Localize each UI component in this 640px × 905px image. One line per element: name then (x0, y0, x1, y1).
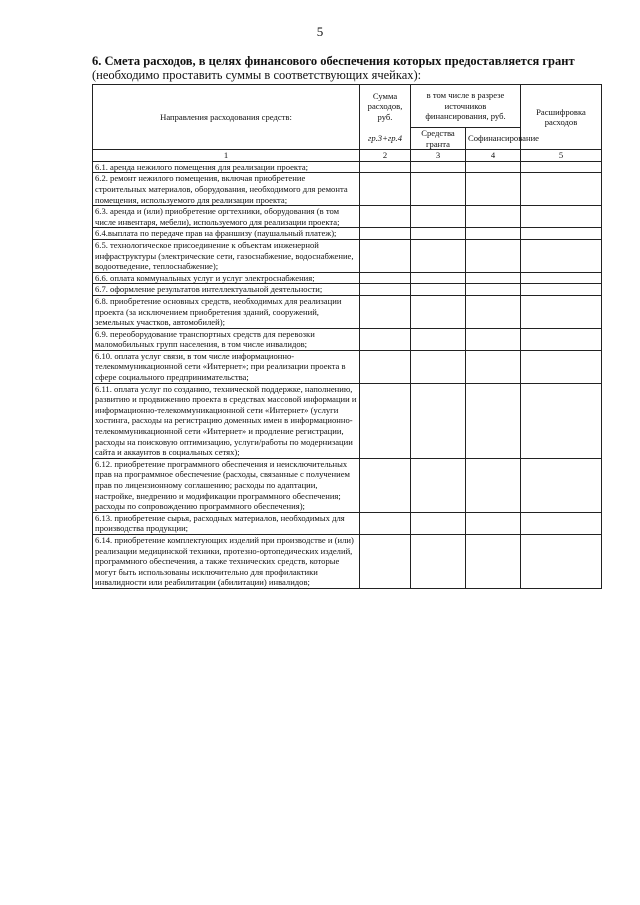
expense-item-label: 6.13. приобретение сырья, расходных материалов, необходимых для производства продукции; (93, 512, 360, 534)
cell-own[interactable] (411, 534, 466, 588)
cell-decode[interactable] (521, 239, 602, 272)
table-row (93, 350, 602, 383)
cell-own[interactable] (411, 383, 466, 458)
expense-item-label: 6.7. оформление результатов интеллектуальной деятельности; (93, 284, 360, 296)
table-row (93, 173, 602, 206)
cell-decode[interactable] (521, 161, 602, 173)
expense-item-label: 6.14. приобретение комплектующих изделий при производстве и (или) реализации медицинской техники, протезно-ортопедических изделий, программного обеспечения, а также технических средств, которые могут быть использованы исключительно для профилактики инвалидности или реабилитации (абилитации) инвалидов; (93, 534, 360, 588)
cell-cofin[interactable] (466, 458, 521, 512)
expense-item-label: 6.9. переоборудование транспортных средств для перевозки маломобильных групп населения, в том числе инвалидов; (93, 328, 360, 350)
col-number-3: 3 (411, 150, 466, 162)
cell-own[interactable] (411, 284, 466, 296)
col-number-2: 2 (360, 150, 411, 162)
cell-cofin[interactable] (466, 284, 521, 296)
expense-item-label: 6.12. приобретение программного обеспечения и неисключительных прав на программное обеспечение (расходы, связанные с получением прав по лицензионному соглашению; расходы по адаптации, настройке, внедрению и модификации программного обеспечения; расходы по сопровождению программного обеспечения); (93, 458, 360, 512)
cell-sum[interactable] (360, 272, 411, 284)
header-sum-label: Сумма расходов, руб. (367, 90, 403, 122)
cell-own[interactable] (411, 272, 466, 284)
cell-sum[interactable] (360, 328, 411, 350)
table-row (93, 383, 602, 458)
table-row (93, 272, 602, 284)
section-title: 6. Смета расходов, в целях финансового обеспечения которых предоставляется грант (92, 54, 575, 68)
cell-decode[interactable] (521, 228, 602, 240)
cell-cofin[interactable] (466, 512, 521, 534)
cell-own[interactable] (411, 161, 466, 173)
cell-cofin[interactable] (466, 534, 521, 588)
header-decode: Расшифровка расходов (521, 85, 602, 150)
cell-sum[interactable] (360, 206, 411, 228)
col-number-1: 1 (93, 150, 360, 162)
table-row (93, 228, 602, 240)
cell-sum[interactable] (360, 350, 411, 383)
header-row (93, 85, 602, 128)
cell-decode[interactable] (521, 534, 602, 588)
col-number-5: 5 (521, 150, 602, 162)
table-row (93, 206, 602, 228)
expense-item-label: 6.8. приобретение основных средств, необходимых для реализации проекта (за исключением приобретения зданий, сооружений, земельных участков, автомобилей); (93, 295, 360, 328)
page-number: 5 (316, 24, 324, 39)
table-row (93, 239, 602, 272)
table-row (93, 161, 602, 173)
cell-decode[interactable] (521, 284, 602, 296)
cell-cofin[interactable] (466, 173, 521, 206)
expense-item-label: 6.6. оплата коммунальных услуг и услуг электроснабжения; (93, 272, 360, 284)
cell-cofin[interactable] (466, 295, 521, 328)
cell-sum[interactable] (360, 173, 411, 206)
cell-decode[interactable] (521, 328, 602, 350)
cell-own[interactable] (411, 206, 466, 228)
table-row (93, 284, 602, 296)
header-own: Средства гранта (411, 128, 466, 150)
column-number-row (93, 150, 602, 162)
cell-sum[interactable] (360, 458, 411, 512)
header-cofin: Софинансирование (466, 128, 521, 150)
expense-item-label: 6.5. технологическое присоединение к объектам инженерной инфраструктуры (электрические сети, газоснабжение, водоснабжение, водоотведение, теплоснабжение); (93, 239, 360, 272)
cell-cofin[interactable] (466, 161, 521, 173)
cell-cofin[interactable] (466, 383, 521, 458)
cell-decode[interactable] (521, 206, 602, 228)
cell-own[interactable] (411, 512, 466, 534)
section-note: (необходимо проставить суммы в соответствующих ячейках): (92, 68, 422, 82)
cell-own[interactable] (411, 173, 466, 206)
header-sum (360, 85, 411, 150)
cell-sum[interactable] (360, 239, 411, 272)
cell-sum[interactable] (360, 383, 411, 458)
cell-decode[interactable] (521, 458, 602, 512)
expense-item-label: 6.10. оплата услуг связи, в том числе информационно-телекоммуникационной сети «Интернет»; при реализации проекта в сфере социального предпринимательства; (93, 350, 360, 383)
expense-item-label: 6.11. оплата услуг по созданию, технической поддержке, наполнению, развитию и продвижению проекта в средствах массовой информации и информационно-телекоммуникационной сети «Интернет» (услуги хостинга, расходы на регистрацию доменных имен в информационно-телекоммуникационной сети «Интернет» и продление регистрации, расходы на поисковую оптимизацию, услуги/работы по модернизации сайта и аккаунтов в социальных сетях); (93, 383, 360, 458)
header-direction: Направления расходования средств: (93, 85, 360, 150)
cell-decode[interactable] (521, 350, 602, 383)
cell-own[interactable] (411, 328, 466, 350)
expense-item-label: 6.1. аренда нежилого помещения для реализации проекта; (93, 161, 360, 173)
cell-sum[interactable] (360, 161, 411, 173)
cell-cofin[interactable] (466, 228, 521, 240)
section-heading (92, 54, 612, 82)
cell-decode[interactable] (521, 295, 602, 328)
header-incl: в том числе в разрезе источников финансирования, руб. (411, 85, 521, 128)
table-row (93, 512, 602, 534)
cell-sum[interactable] (360, 534, 411, 588)
cell-decode[interactable] (521, 272, 602, 284)
expense-item-label: 6.4.выплата по передаче прав на франшизу (паушальный платеж); (93, 228, 360, 240)
cell-sum[interactable] (360, 295, 411, 328)
cell-own[interactable] (411, 295, 466, 328)
col-number-4: 4 (466, 150, 521, 162)
cell-decode[interactable] (521, 383, 602, 458)
table-row (93, 328, 602, 350)
cell-decode[interactable] (521, 512, 602, 534)
cell-cofin[interactable] (466, 328, 521, 350)
cell-sum[interactable] (360, 228, 411, 240)
cell-own[interactable] (411, 350, 466, 383)
expense-item-label: 6.2. ремонт нежилого помещения, включая приобретение строительных материалов, оборудования, необходимого для ремонта помещения, используемого для реализации проекта; (93, 173, 360, 206)
table-row (93, 458, 602, 512)
table-row (93, 295, 602, 328)
expense-item-label: 6.3. аренда и (или) приобретение оргтехники, оборудования (в том числе инвентаря, мебели), используемого для реализации проекта; (93, 206, 360, 228)
cell-own[interactable] (411, 228, 466, 240)
cell-own[interactable] (411, 239, 466, 272)
table-row (93, 534, 602, 588)
cell-sum[interactable] (360, 284, 411, 296)
cell-cofin[interactable] (466, 350, 521, 383)
cell-decode[interactable] (521, 173, 602, 206)
cell-cofin[interactable] (466, 206, 521, 228)
cell-sum[interactable] (360, 512, 411, 534)
cell-cofin[interactable] (466, 239, 521, 272)
cell-cofin[interactable] (466, 272, 521, 284)
expense-table (92, 84, 602, 589)
header-sum-note: гр.3+гр.4 (368, 132, 402, 143)
cell-own[interactable] (411, 458, 466, 512)
